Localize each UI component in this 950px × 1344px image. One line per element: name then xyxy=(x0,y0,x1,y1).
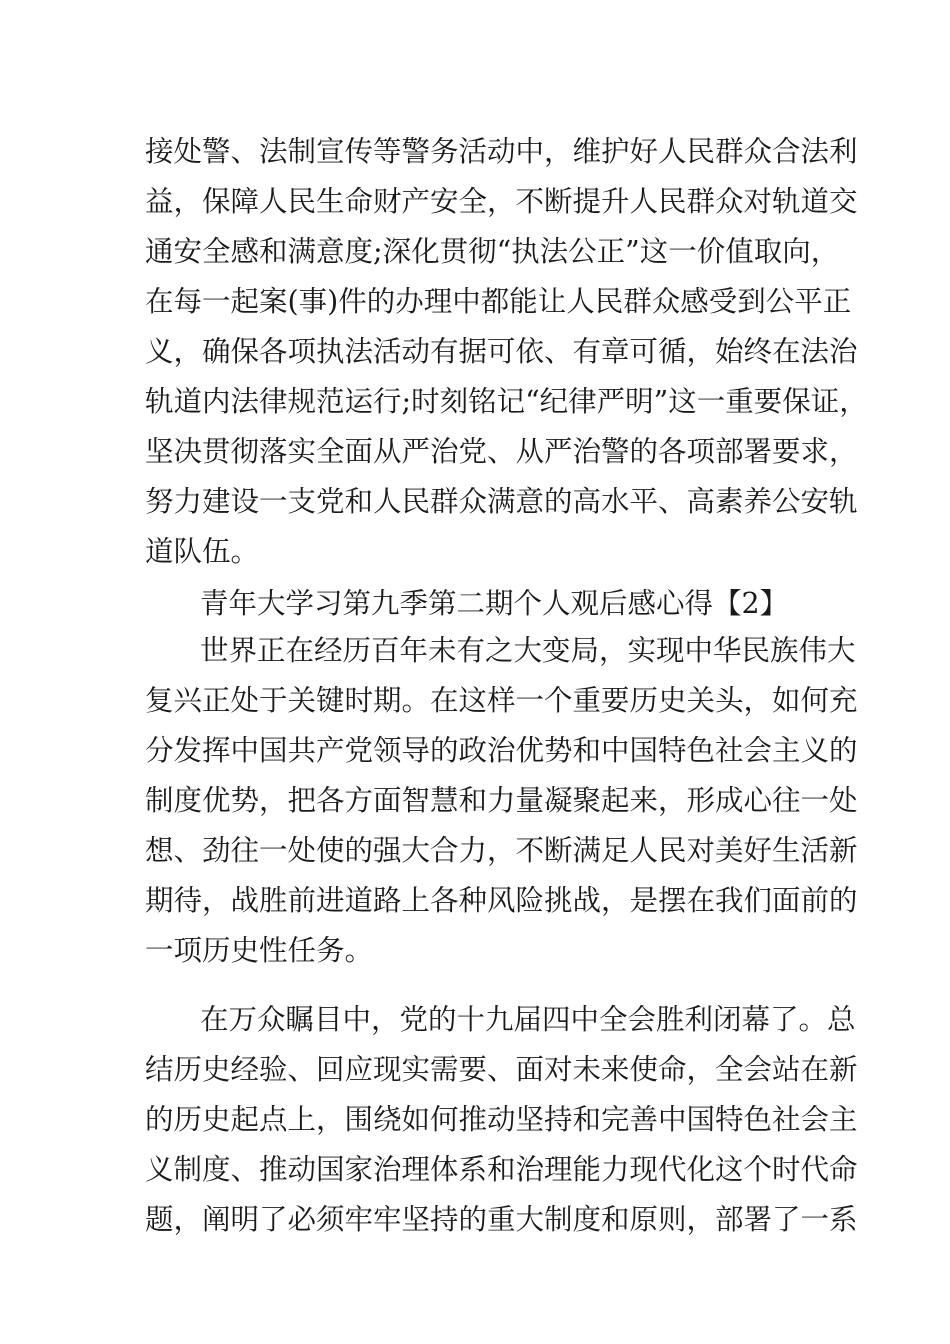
body-text-line: 世界正在经历百年未有之大变局，实现中华民族伟大 xyxy=(200,634,856,667)
body-text-line: 义制度、推动国家治理体系和治理能力现代化这个时代命 xyxy=(145,1153,858,1186)
body-text-line: 期待，战胜前进道路上各种风险挑战，是摆在我们面前的 xyxy=(145,884,858,917)
body-text-line: 益，保障人民生命财产安全，不断提升人民群众对轨道交 xyxy=(145,185,858,218)
section-heading: 青年大学习第九季第二期个人观后感心得【2】 xyxy=(200,587,789,620)
body-text-line: 通安全感和满意度;深化贯彻“执法公正”这一价值取向， xyxy=(145,235,840,268)
body-text-line: 义，确保各项执法活动有据可依、有章可循，始终在法治 xyxy=(145,335,858,368)
body-text-line: 想、劲往一处使的强大合力，不断满足人民对美好生活新 xyxy=(145,834,858,867)
body-text-line: 努力建设一支党和人民群众满意的高水平、高素养公安轨 xyxy=(145,485,858,518)
body-text-line: 制度优势，把各方面智慧和力量凝聚起来，形成心往一处 xyxy=(145,784,858,817)
body-text-line: 坚决贯彻落实全面从严治党、从严治警的各项部署要求， xyxy=(145,435,858,468)
body-text-line: 接处警、法制宣传等警务活动中，维护好人民群众合法利 xyxy=(145,135,858,168)
body-text-line: 复兴正处于关键时期。在这样一个重要历史关头，如何充 xyxy=(145,684,858,717)
body-text-line: 轨道内法律规范运行;时刻铭记“纪律严明”这一重要保证， xyxy=(145,385,868,418)
body-text-line: 的历史起点上，围绕如何推动坚持和完善中国特色社会主 xyxy=(145,1103,858,1136)
body-text-line: 一项历史性任务。 xyxy=(145,934,374,967)
body-text-line: 结历史经验、回应现实需要、面对未来使命，全会站在新 xyxy=(145,1053,858,1086)
body-text-line: 在每一起案(事)件的办理中都能让人民群众感受到公平正 xyxy=(145,285,852,318)
body-text-line: 分发挥中国共产党领导的政治优势和中国特色社会主义的 xyxy=(145,734,858,767)
body-text-line: 在万众瞩目中，党的十九届四中全会胜利闭幕了。总 xyxy=(200,1003,856,1036)
body-text-line: 题，阐明了必须牢牢坚持的重大制度和原则，部署了一系 xyxy=(145,1203,858,1236)
body-text-line: 道队伍。 xyxy=(145,535,260,568)
